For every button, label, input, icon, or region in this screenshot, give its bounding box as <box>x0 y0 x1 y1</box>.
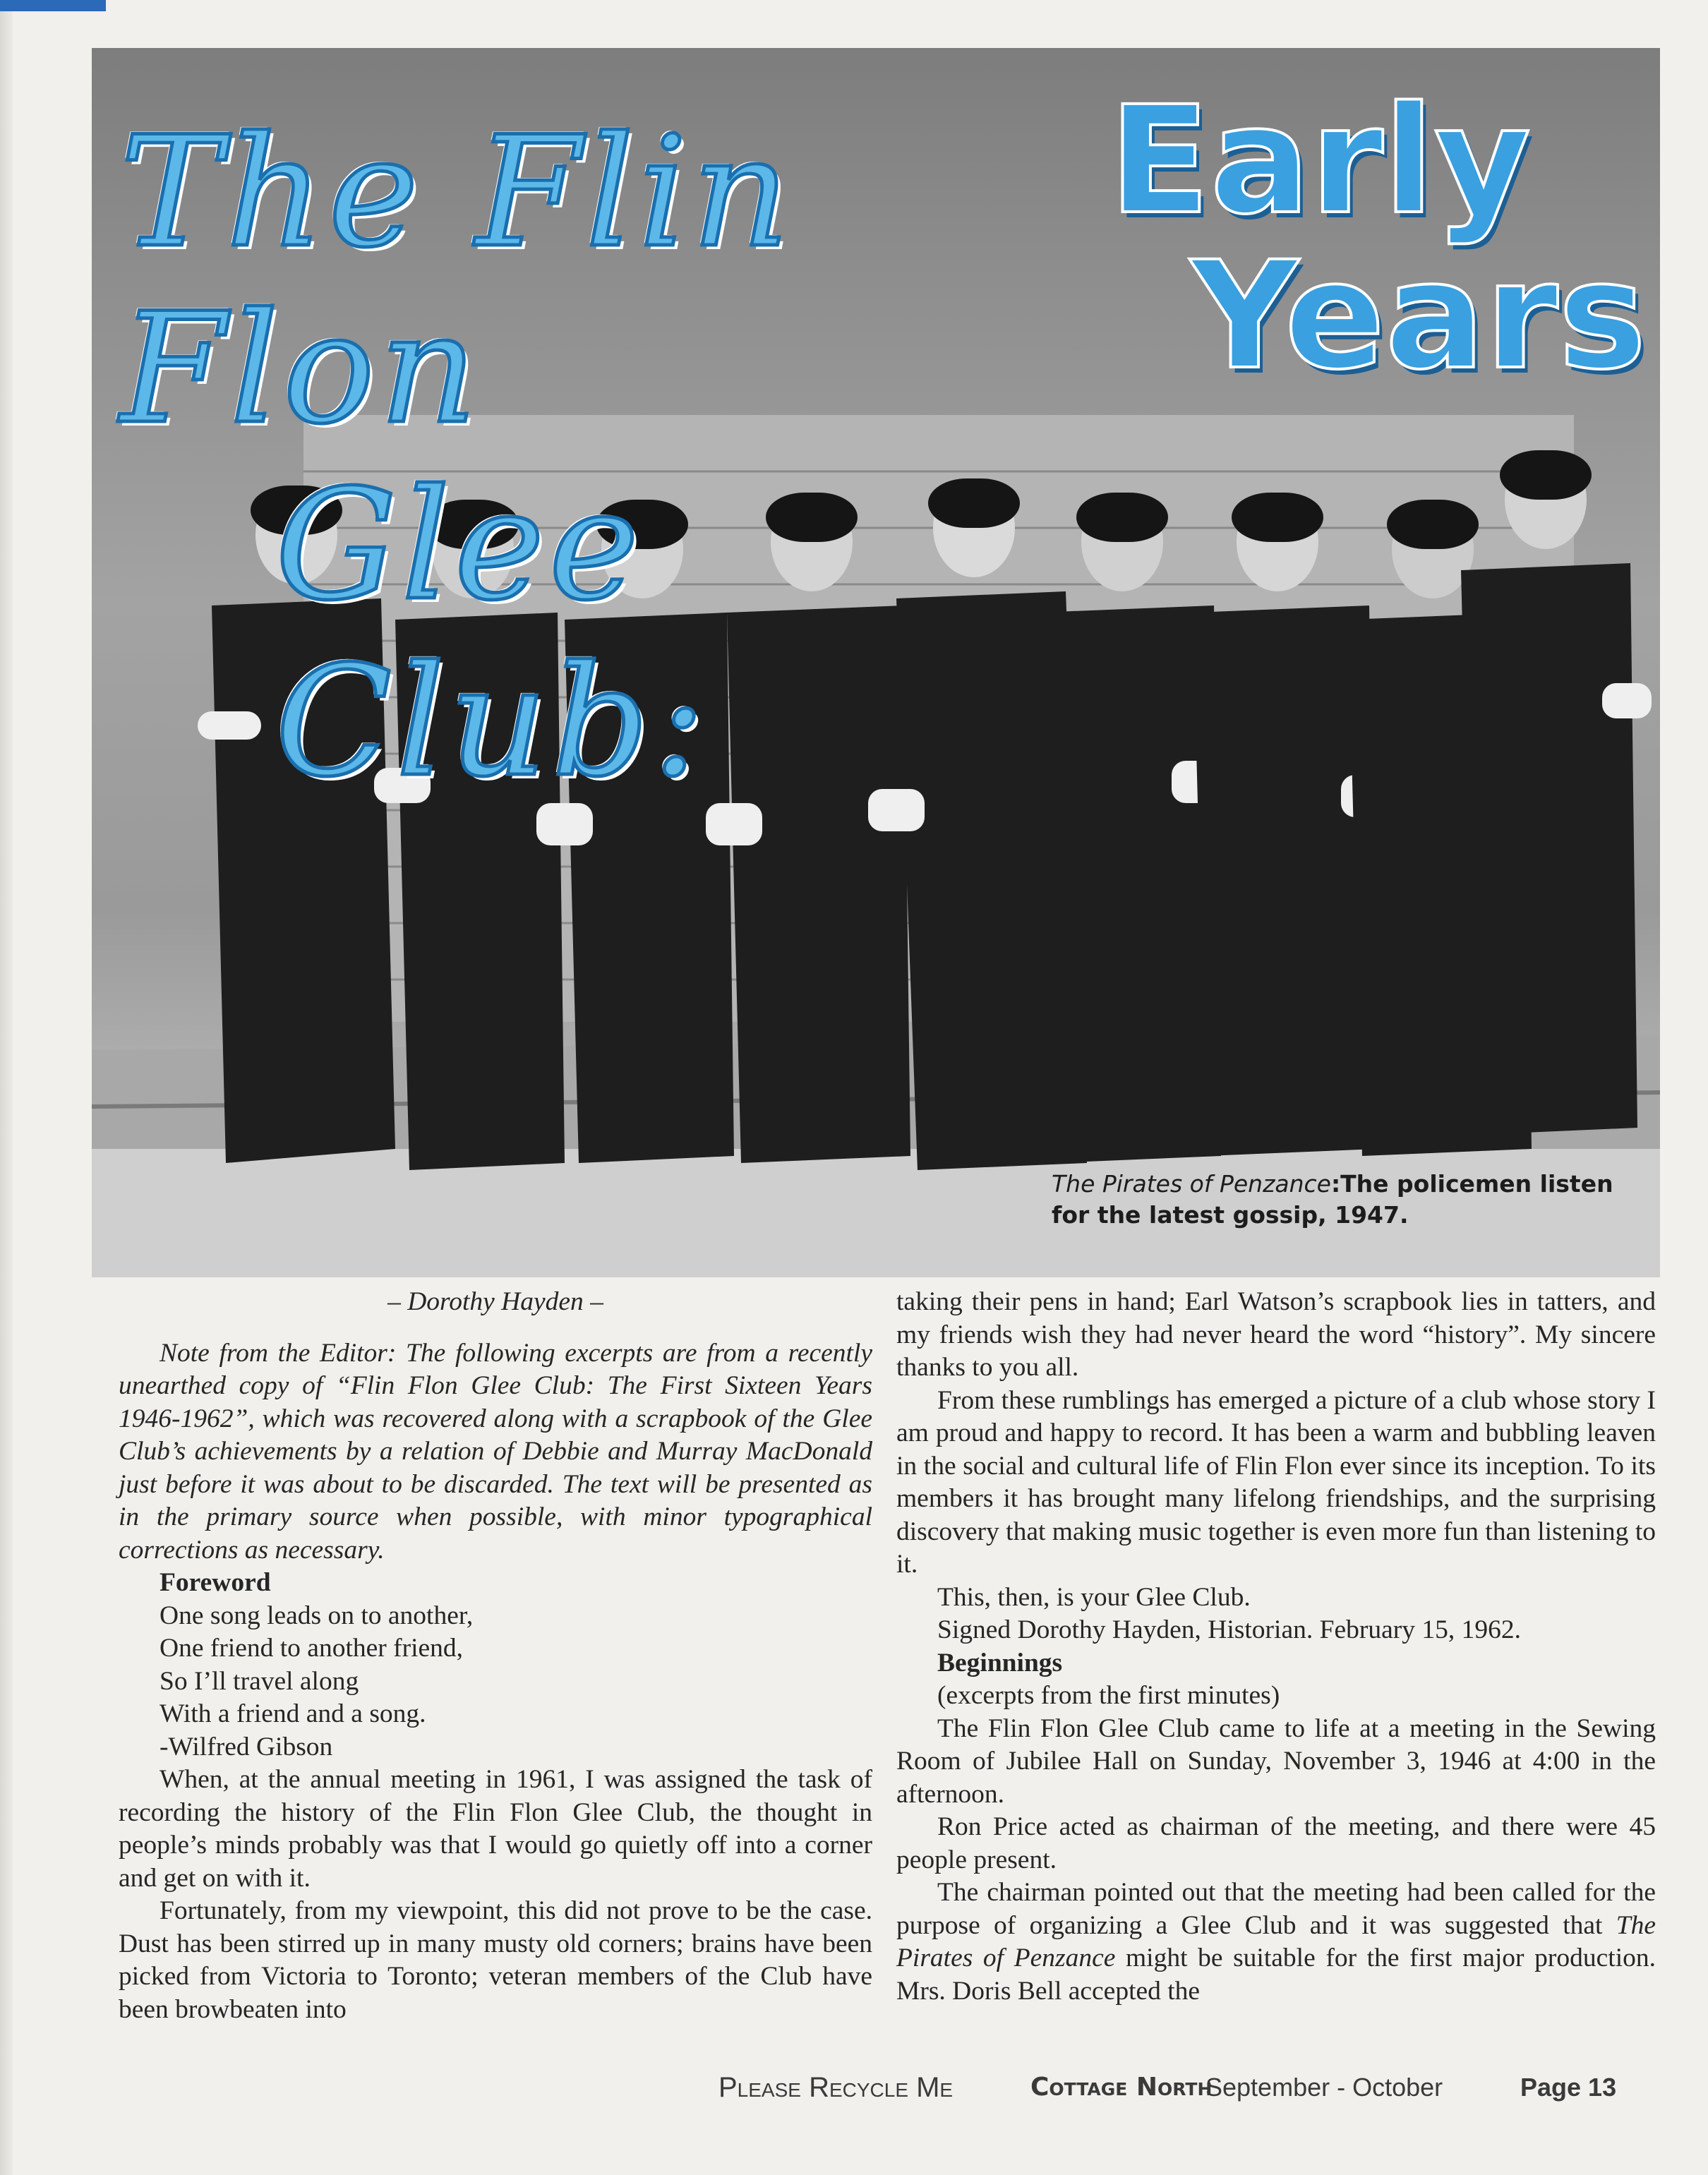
title-block-line2: Years <box>1191 229 1647 402</box>
footer-issue: September - October <box>1205 2073 1443 2102</box>
poem-attribution: -Wilfred Gibson <box>160 1732 333 1761</box>
body-paragraph: From these rumblings has emerged a picture of a club whose story I am proud and happy to record. It has been a warm and bubbling leaven in the social and cultural life of Flin Flon ever since its inception. To its members it has brought many lifelong friendships, and the surprising discovery that making music together is even more fun than listening to it. <box>896 1385 1656 1579</box>
poem-line: With a friend and a song. <box>160 1699 426 1728</box>
poem-line: So I’ll travel along <box>160 1666 359 1696</box>
body-paragraph: The Flin Flon Glee Club came to life at a meeting in the Sewing Room of Jubilee Hall on Sunday, November 3, 1946 at 4:00 in the afternoon. <box>896 1713 1656 1809</box>
footer-magazine-name: Cottage North <box>1030 2073 1213 2102</box>
body-paragraph: When, at the annual meeting in 1961, I was assigned the task of recording the history of the Flin Flon Glee Club, the thought in people’s minds probably was that I would go quietly off into a corner and get on with it. <box>119 1765 872 1893</box>
paragraph-text: might be suitable for the first major production. Mrs. Doris Bell accepted the <box>896 1944 1656 2006</box>
editor-note: Note from the Editor: The following excerpts are from a recently unearthed copy of “Flin Flon Glee Club: The First Sixteen Years 1946-1962”, which was recovered along with a scrapbook of the Glee Club’s achievements by a relation of Debbie and Murray MacDonald just before it was about to be discarded. The text will be presented as in the primary source when possible, with minor typographical corrections as necessary. <box>119 1338 872 1565</box>
page-tab-marker <box>0 0 106 11</box>
caption-text: :The policemen listen for the latest gossip, 1947. <box>1052 1170 1613 1229</box>
caption-production-title: The Pirates of Penzance <box>1052 1170 1331 1198</box>
stage-photo <box>92 48 1660 1277</box>
title-block-line1: Early <box>1109 74 1531 247</box>
production-title: The Pirates of Penzance <box>896 1910 1656 1972</box>
page-footer <box>718 2068 1636 2107</box>
footer-page-number: Page 13 <box>1520 2073 1617 2102</box>
byline: – Dorothy Hayden – <box>387 1287 603 1316</box>
footer-recycle-note: Please Recycle Me <box>718 2072 954 2103</box>
body-paragraph <box>896 1876 1656 2008</box>
body-paragraph: Fortunately, from my viewpoint, this did not prove to be the case. Dust has been stirred up in many musty old corners; brains have been picked from Victoria to Toronto; veteran members of the Club have been browbeaten into <box>119 1896 872 2024</box>
title-script-line2: Glee Club: <box>275 457 709 810</box>
article-column-left <box>119 1286 872 2026</box>
beginnings-heading: Beginnings <box>937 1648 1063 1677</box>
poem-line: One friend to another friend, <box>160 1634 464 1663</box>
paragraph-text: The chairman pointed out that the meeting had been called for the purpose of organizing a Glee Club and it was suggested that <box>896 1878 1656 1940</box>
signature-paragraph: Signed Dorothy Hayden, Historian. February 15, 1962. <box>937 1615 1521 1644</box>
foreword-heading: Foreword <box>160 1568 271 1597</box>
title-script <box>120 104 1002 810</box>
continued-paragraph: taking their pens in hand; Earl Watson’s scrapbook lies in tatters, and my friends wish they had never heard the word “history”. My sincere thanks to you all. <box>896 1287 1656 1382</box>
article-column-right <box>896 1286 1656 2008</box>
poem-line: One song leads on to another, <box>160 1601 474 1630</box>
photo-caption <box>1052 1169 1630 1231</box>
body-paragraph: This, then, is your Glee Club. <box>937 1582 1251 1612</box>
page-gutter <box>0 0 13 2175</box>
title-script-line1: The Flin Flon <box>120 104 794 457</box>
title-block <box>988 74 1652 402</box>
body-paragraph: Ron Price acted as chairman of the meeting, and there were 45 people present. <box>896 1812 1656 1874</box>
beginnings-subheading: (excerpts from the first minutes) <box>937 1681 1280 1710</box>
